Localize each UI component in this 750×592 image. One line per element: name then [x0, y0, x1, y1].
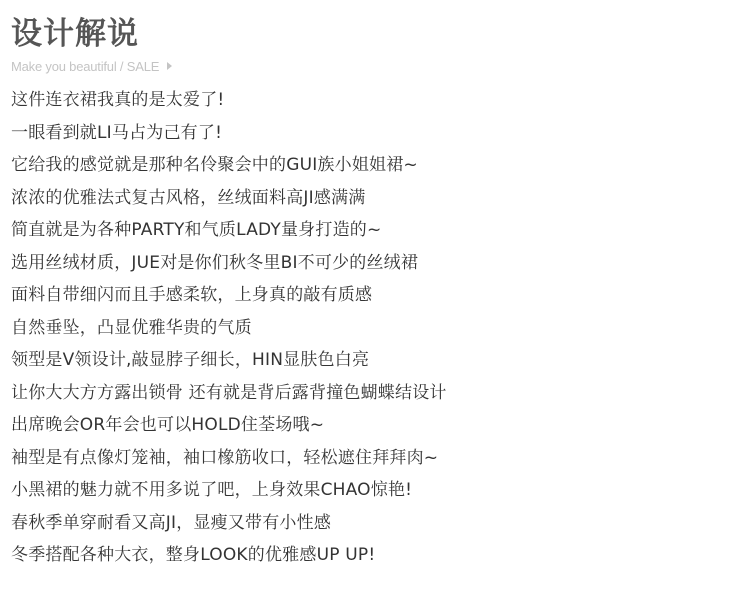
- description-line: 出席晚会OR年会也可以HOLD住荃场哦~: [11, 415, 325, 435]
- description-line: 一眼看到就LI马占为己有了!: [11, 122, 223, 143]
- description-line: 冬季搭配各种大衣，整身LOOK的优雅感UP UP!: [11, 545, 376, 565]
- description-line: 自然垂坠，凸显优雅华贵的气质: [11, 317, 252, 338]
- description-line: 这件连衣裙我真的是太爱了!: [11, 90, 225, 110]
- description-lines: [11, 84, 447, 572]
- subtitle-row: [11, 58, 172, 74]
- description-line: 简直就是为各种PARTY和气质LADY量身打造的~: [11, 220, 382, 240]
- description-line: 让你大大方方露出锁骨 还有就是背后露背撞色蝴蝶结设计: [11, 382, 447, 403]
- description-line: 浓浓的优雅法式复古风格，丝绒面料高JI感满满: [11, 187, 366, 208]
- section-title: 设计解说: [11, 16, 139, 52]
- description-line: 选用丝绒材质，JUE对是你们秋冬里BI不可少的丝绒裙: [11, 252, 419, 273]
- description-line: 小黑裙的魅力就不用多说了吧，上身效果CHAO惊艳!: [11, 480, 413, 500]
- section-subtitle: Make you beautiful / SALE: [11, 58, 160, 74]
- description-line: 袖型是有点像灯笼袖，袖口橡筋收口，轻松遮住拜拜肉~: [11, 447, 439, 468]
- description-line: 面料自带细闪而且手感柔软，上身真的敲有质感: [11, 285, 373, 305]
- play-triangle-icon: [167, 62, 172, 70]
- description-line: 领型是V领设计,敲显脖子细长，HIN显肤色白亮: [11, 350, 370, 370]
- description-line: 它给我的感觉就是那种名伶聚会中的GUI族小姐姐裙~: [11, 155, 418, 175]
- description-line: 春秋季单穿耐看又高JI，显瘦又带有小性感: [11, 512, 332, 533]
- description-header: [11, 14, 172, 74]
